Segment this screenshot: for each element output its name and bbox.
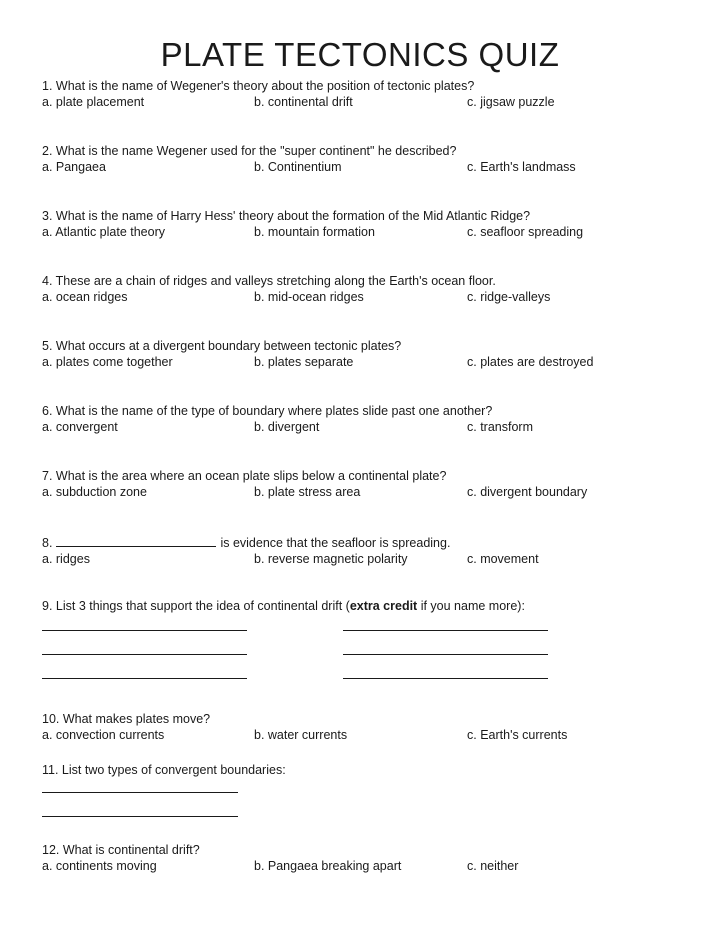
question-12-options [42,860,682,876]
question-2-option-a[interactable]: a. Pangaea [42,159,106,174]
question-9-answer-line[interactable] [42,654,247,655]
question-2 [42,145,682,177]
question-12-stem: 12. What is continental drift? [42,843,200,857]
question-7-option-c[interactable]: c. divergent boundary [467,484,588,499]
question-6-options [42,421,682,437]
question-4-stem: 4. These are a chain of ridges and valleys stretching along the Earth's ocean floor. [42,274,496,288]
question-4-options [42,291,682,307]
question-9-stem-start: 9. List 3 things that support the idea of continental drift ( [42,599,350,613]
question-7-option-b[interactable]: b. plate stress area [254,484,361,499]
question-9-stem [42,600,682,613]
question-1-option-b[interactable]: b. continental drift [254,94,353,109]
question-7-options [42,486,682,502]
question-3-option-b[interactable]: b. mountain formation [254,224,375,239]
question-9-stem-bold: extra credit [349,599,418,613]
question-10-option-a[interactable]: a. convection currents [42,727,165,742]
question-9-answer-line[interactable] [343,678,548,679]
question-2-options [42,161,682,177]
question-8-option-c[interactable]: c. movement [467,551,539,566]
question-1 [42,80,682,112]
question-2-option-c[interactable]: c. Earth's landmass [467,159,576,174]
question-7-option-a[interactable]: a. subduction zone [42,484,147,499]
question-1-option-c[interactable]: c. jigsaw puzzle [467,94,555,109]
question-9-answer-line[interactable] [343,654,548,655]
question-8-answer-blank[interactable] [56,535,216,547]
question-9-stem-end: if you name more): [417,599,525,613]
question-3 [42,210,682,242]
question-11-answer-line[interactable] [42,816,238,817]
question-10 [42,713,682,745]
question-9-answer-line[interactable] [343,630,548,631]
question-10-stem: 10. What makes plates move? [42,712,211,726]
question-12 [42,844,682,876]
question-11-answer-line[interactable] [42,792,238,793]
question-1-option-a[interactable]: a. plate placement [42,94,145,109]
question-5-options [42,356,682,372]
question-3-option-c[interactable]: c. seafloor spreading [467,224,584,239]
question-6-option-c[interactable]: c. transform [467,419,533,434]
question-11 [42,764,682,777]
question-1-options [42,96,682,112]
question-10-option-c[interactable]: c. Earth's currents [467,727,568,742]
question-3-option-a[interactable]: a. Atlantic plate theory [42,224,165,239]
question-4 [42,275,682,307]
question-4-option-b[interactable]: b. mid-ocean ridges [254,289,364,304]
question-3-options [42,226,682,242]
question-8-number: 8. [42,536,53,550]
question-3-stem: 3. What is the name of Harry Hess' theory about the formation of the Mid Atlantic Ridge? [42,209,531,223]
question-12-option-b[interactable]: b. Pangaea breaking apart [254,858,402,873]
question-8-option-b[interactable]: b. reverse magnetic polarity [254,551,408,566]
question-9-answer-line[interactable] [42,678,247,679]
question-8-options [42,553,682,569]
question-8-stem-text: is evidence that the seafloor is spreading. [220,536,451,550]
question-6 [42,405,682,437]
question-8-stem [42,535,682,550]
question-6-option-b[interactable]: b. divergent [254,419,320,434]
question-5-option-a[interactable]: a. plates come together [42,354,173,369]
question-10-option-b[interactable]: b. water currents [254,727,348,742]
question-7 [42,470,682,502]
question-7-stem: 7. What is the area where an ocean plate slips below a continental plate? [42,469,447,483]
question-4-option-a[interactable]: a. ocean ridges [42,289,128,304]
question-11-stem: 11. List two types of convergent boundaries: [42,763,286,777]
question-12-option-a[interactable]: a. continents moving [42,858,157,873]
question-12-option-c[interactable]: c. neither [467,858,519,873]
question-9 [42,600,682,613]
question-6-option-a[interactable]: a. convergent [42,419,118,434]
page-title: PLATE TECTONICS QUIZ [160,36,560,73]
question-2-stem: 2. What is the name Wegener used for the "super continent" he described? [42,144,457,158]
question-9-answer-line[interactable] [42,630,247,631]
question-5 [42,340,682,372]
question-1-stem: 1. What is the name of Wegener's theory about the position of tectonic plates? [42,79,475,93]
question-8-option-a[interactable]: a. ridges [42,551,90,566]
question-5-option-c[interactable]: c. plates are destroyed [467,354,594,369]
question-10-options [42,729,682,745]
question-5-option-b[interactable]: b. plates separate [254,354,354,369]
question-6-stem: 6. What is the name of the type of boundary where plates slide past one another? [42,404,493,418]
question-8 [42,535,682,569]
question-5-stem: 5. What occurs at a divergent boundary between tectonic plates? [42,339,402,353]
question-2-option-b[interactable]: b. Continentium [254,159,342,174]
question-4-option-c[interactable]: c. ridge-valleys [467,289,551,304]
